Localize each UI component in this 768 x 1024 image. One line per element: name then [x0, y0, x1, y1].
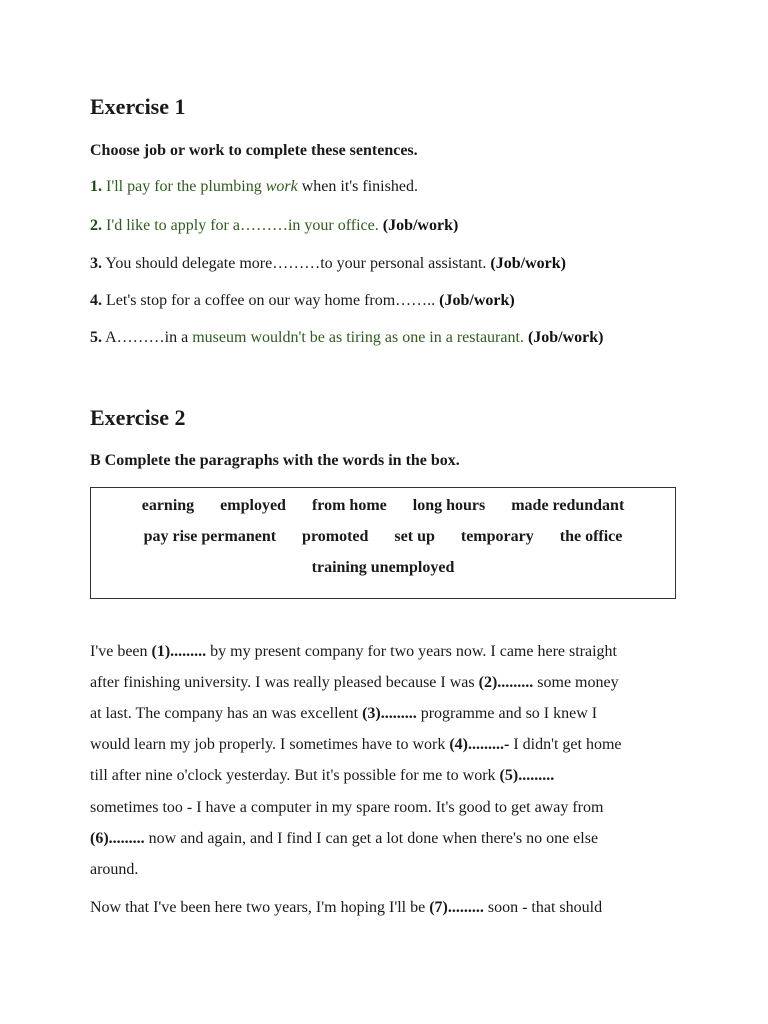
item-number: 4. [90, 292, 102, 309]
word-box-row-3 [91, 559, 675, 577]
paragraph-line [90, 830, 598, 848]
word-box-word: the office [559, 528, 623, 545]
paragraph-line [90, 705, 597, 723]
paragraph-text: Now that I've been here two years, I'm hoping I'll be [90, 899, 430, 916]
exercise2-instruction: B Complete the paragraphs with the words in the box. [90, 452, 460, 469]
item-text-end: when it's finished. [297, 178, 418, 195]
word-box-word: set up [394, 528, 435, 545]
item-number: 3. [90, 255, 102, 272]
word-box-word: made redundant [511, 497, 625, 514]
exercise1-item-4 [90, 292, 515, 310]
paragraph-line [90, 767, 554, 785]
paragraph-line [90, 674, 619, 692]
paragraph-text: programme and so I knew I [416, 705, 598, 722]
item-text: You should delegate more………to your personal assistant. [105, 255, 491, 272]
word-box-word: from home [311, 497, 387, 514]
blank-4: (4).........- [449, 736, 510, 753]
paragraph-line [90, 736, 622, 754]
item-option: (Job/work) [382, 217, 459, 234]
paragraph-text: after finishing university. I was really pleased because I was [90, 674, 479, 691]
word-box-word: training unemployed [311, 559, 455, 576]
item-text: I'd like to apply for a………in your office. [106, 217, 383, 234]
exercise1-item-5 [90, 329, 604, 347]
blank-3: (3)......... [362, 705, 417, 722]
paragraph-line [90, 643, 617, 661]
blank-2: (2)......... [478, 674, 534, 691]
item-option: (Job/work) [439, 292, 515, 309]
paragraph-text: some money [533, 674, 619, 691]
word-box-word: earning [141, 497, 195, 514]
paragraph-text: soon - that should [483, 899, 603, 916]
paragraph-text: now and again, and I find I can get a lot done when there's no one else [144, 830, 599, 847]
item-number: 5. [90, 329, 102, 346]
word-box-word: pay rise permanent [143, 528, 277, 545]
paragraph-text: sometimes too - I have a computer in my spare room. It's good to get away from [90, 799, 604, 816]
item-answer: work [265, 178, 298, 195]
item-number: 2. [90, 217, 102, 234]
paragraph-text: I've been [90, 643, 152, 660]
item-text: Let's stop for a coffee on our way home from…….. [106, 292, 440, 309]
blank-7: (7)......... [429, 899, 484, 916]
exercise1-item-2 [90, 217, 458, 235]
exercise1-title: Exercise 1 [90, 94, 186, 119]
paragraph-text: would learn my job properly. I sometimes have to work [90, 736, 450, 753]
word-box-row-1 [91, 497, 675, 515]
word-box-word: promoted [302, 528, 369, 545]
item-text: I'll pay for the plumbing [106, 178, 266, 195]
paragraph-text: at last. The company has an was excellent [90, 705, 363, 722]
paragraph-line [90, 799, 603, 817]
exercise1-item-1 [90, 178, 418, 196]
paragraph-text: I didn't get home [509, 736, 622, 753]
blank-1: (1)......... [151, 643, 207, 660]
word-box [90, 487, 676, 599]
exercise1-instruction: Choose job or work to complete these sentences. [90, 142, 418, 159]
item-number: 1. [90, 178, 102, 195]
word-box-row-2 [91, 528, 675, 546]
item-text: A………in a [105, 329, 193, 346]
blank-5: (5)......... [499, 767, 555, 784]
item-option: (Job/work) [527, 329, 604, 346]
item-text-green: museum wouldn't be as tiring as one in a restaurant. [192, 329, 528, 346]
blank-6: (6)......... [90, 830, 145, 847]
exercise1-item-3 [90, 255, 566, 273]
paragraph-text: till after nine o'clock yesterday. But it's possible for me to work [90, 767, 500, 784]
word-box-word: employed [220, 497, 286, 514]
word-box-word: temporary [460, 528, 534, 545]
exercise2-title: Exercise 2 [90, 405, 186, 430]
paragraph-line [90, 861, 138, 879]
paragraph-text: by my present company for two years now. I came here straight [206, 643, 617, 660]
word-box-word: long hours [412, 497, 486, 514]
paragraph-line [90, 899, 602, 917]
paragraph-text: around. [90, 861, 139, 878]
item-option: (Job/work) [490, 255, 566, 272]
